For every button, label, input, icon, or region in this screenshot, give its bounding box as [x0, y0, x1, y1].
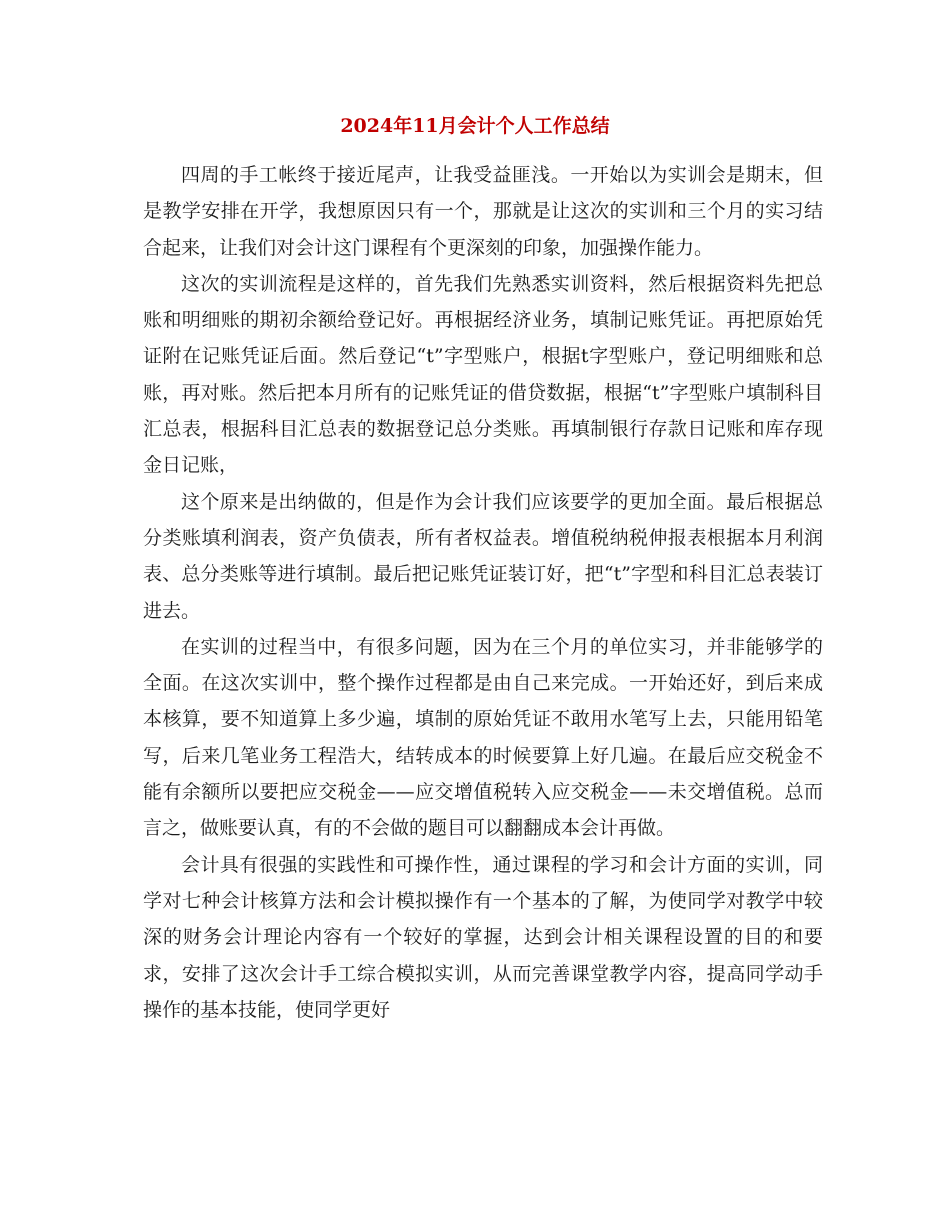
document-body: [143, 157, 823, 1028]
paragraph-2: 这次的实训流程是这样的，首先我们先熟悉实训资料，然后根据资料先把总账和明细账的期初余额给登记好。再根据经济业务，填制记账凭证。再把原始凭证附在记账凭证后面。然后登记“t”字型账户，根据t字型账户，登记明细账和总账，再对账。然后把本月所有的记账凭证的借贷数据，根据“t”字型账户填制科目汇总表，根据科目汇总表的数据登记总分类账。再填制银行存款日记账和库存现金日记账，: [143, 272, 823, 477]
paragraph-3: 这个原来是出纳做的，但是作为会计我们应该要学的更加全面。最后根据总分类账填利润表，资产负债表，所有者权益表。增值税纳税伸报表根据本月利润表、总分类账等进行填制。最后把记账凭证装订好，把“t”字型和科目汇总表装订进去。: [143, 490, 823, 622]
document-title: 2024年11月会计个人工作总结: [340, 115, 610, 137]
paragraph-1: 四周的手工帐终于接近尾声，让我受益匪浅。一开始以为实训会是期末，但是教学安排在开学，我想原因只有一个，那就是让这次的实训和三个月的实习结合起来，让我们对会计这门课程有个更深刻的印象，加强操作能力。: [143, 164, 823, 259]
paragraph-4: 在实训的过程当中，有很多问题，因为在三个月的单位实习，并非能够学的全面。在这次实训中，整个操作过程都是由自己来完成。一开始还好，到后来成本核算，要不知道算上多少遍，填制的原始凭证不敢用水笔写上去，只能用铅笔写，后来几笔业务工程浩大，结转成本的时候要算上好几遍。在最后应交税金不能有余额所以要把应交税金——应交增值税转入应交税金——未交增值税。总而言之，做账要认真，有的不会做的题目可以翻翻成本会计再做。: [143, 635, 823, 840]
paragraph-5: 会计具有很强的实践性和可操作性，通过课程的学习和会计方面的实训，同学对七种会计核算方法和会计模拟操作有一个基本的了解，为使同学对教学中较深的财务会计理论内容有一个较好的掌握，达到会计相关课程设置的目的和要求，安排了这次会计手工综合模拟实训，从而完善课堂教学内容，提高同学动手操作的基本技能，使同学更好: [143, 853, 823, 1021]
